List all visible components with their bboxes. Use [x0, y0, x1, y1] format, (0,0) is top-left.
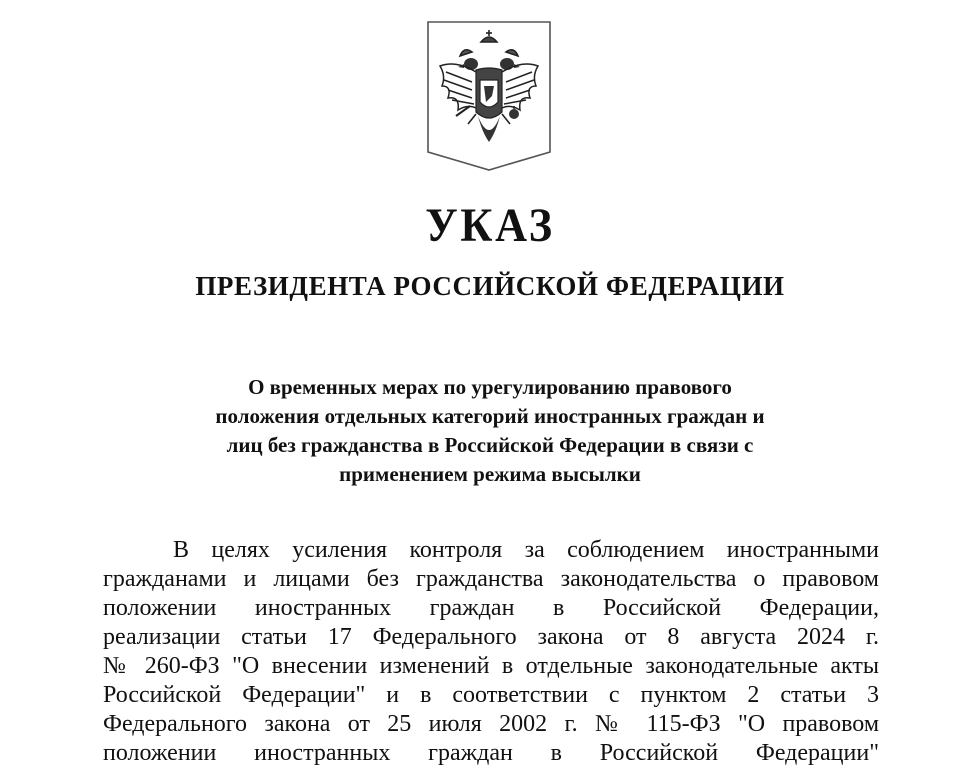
heading-line: положения отдельных категорий иностранных граждан и [215, 404, 765, 428]
paragraph-line: положении иностранных граждан в Российской Федерации" [103, 740, 879, 766]
heading-line: О временных мерах по урегулированию правового [248, 375, 732, 399]
decree-heading [130, 373, 850, 489]
heading-line: лиц без гражданства в Российской Федерации в связи с [226, 433, 754, 457]
paragraph-line: реализации статьи 17 Федерального закона от 8 августа 2024 г. [103, 624, 879, 650]
document-subtitle: ПРЕЗИДЕНТА РОССИЙСКОЙ ФЕДЕРАЦИИ [195, 271, 785, 301]
body-paragraph [103, 536, 879, 768]
paragraph-line: № 260-ФЗ "О внесении изменений в отдельные законодательные акты [103, 653, 879, 679]
paragraph-line: Российской Федерации" и в соответствии с пунктом 2 статьи 3 [103, 682, 879, 708]
russian-coat-of-arms-icon [426, 20, 552, 172]
paragraph-line: положении иностранных граждан в Российской Федерации, [103, 595, 879, 621]
document-title: УКАЗ [425, 199, 555, 252]
paragraph-line: гражданами и лицами без гражданства законодательства о правовом [103, 566, 879, 592]
heading-line: применением режима высылки [339, 462, 641, 486]
paragraph-line: В целях усиления контроля за соблюдением иностранными [173, 537, 879, 563]
paragraph-line: Федерального закона от 25 июля 2002 г. № 115-ФЗ "О правовом [103, 711, 879, 737]
